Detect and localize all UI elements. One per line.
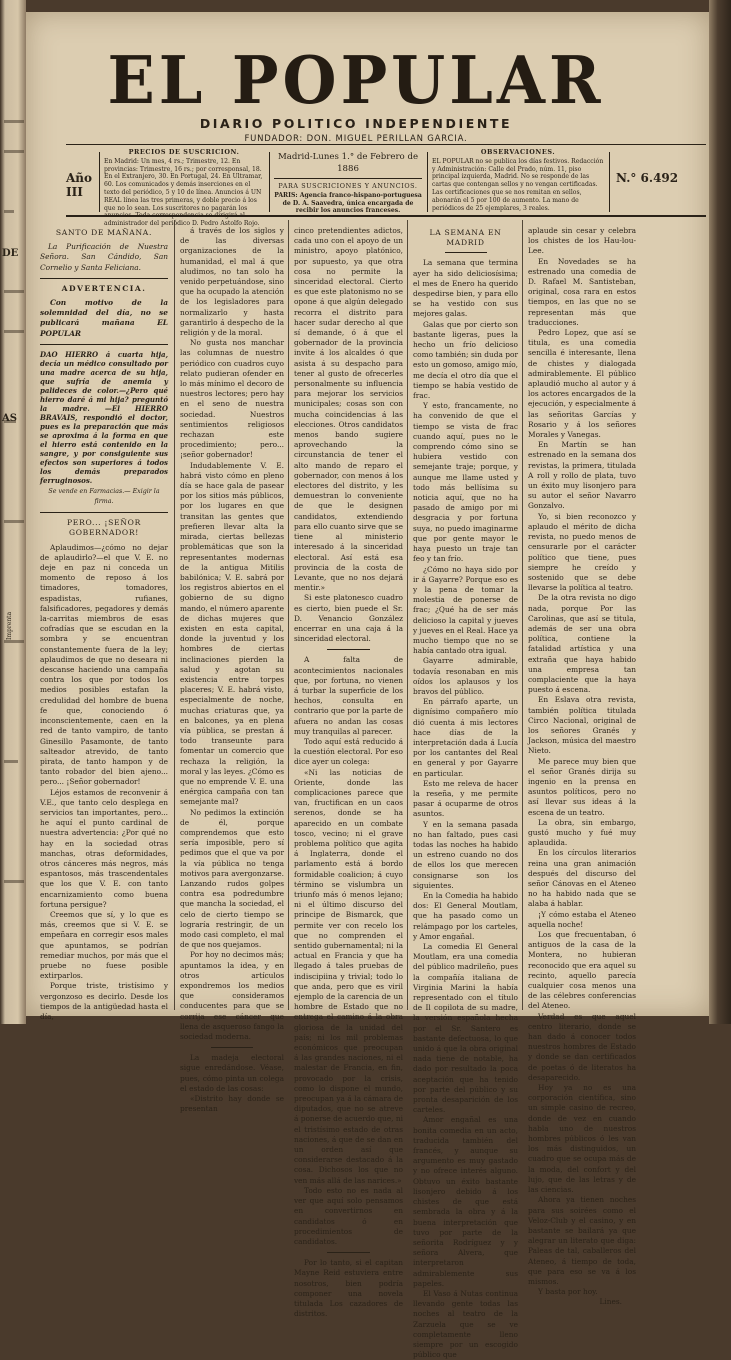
ad-text: DAO HIERRO á cuarta hija, decía un médico consultado por una madre acerca de su hija, que sufría de anemia y palideces de color.—¿Pero qué hierro daré á mi hija? preguntó la madre. —El HIERRO BRAVAIS, respondió el doctor, pues es la preparación que más se aproxima á la forma en que el hierro está contenido en la sangre, y por consiguiente sus efectos son superiores á todos los demás preparados ferruginosos.	[40, 349, 168, 485]
newspaper-subtitle: DIARIO POLITICO INDEPENDIENTE	[199, 116, 513, 131]
subscriptions-header: PARA SUSCRICIONES Y ANUNCIOS.	[278, 182, 418, 190]
column-3	[294, 226, 404, 1319]
observations-text: EL POPULAR no se publica los días festivos. Redacción y Administración: Calle del Prado, núm. 11, piso principal izquierda, Madrid. No se responde de las cartas que contengan sellos y no vengan certificadas. Las certificaciones que se nos remitan en sellos, abonarán el 5 por 100 de aumento. La mano de periódicos de 25 ejemplares, 3 reales.	[432, 157, 604, 212]
founder-line: FUNDADOR: DON. MIGUEL PERILLAN GARCIA.	[244, 134, 468, 144]
col4-paragraph-9: En la Comedia ha habido dos: El General Moutlam, que ha pasado como un relámpago por los carteles, y Amor engañal.	[413, 891, 518, 941]
subscriptions-text: PARIS: Agencia franco-hispano-portuguesa de D. A. Saavedra, única encargada de recibir los anuncios franceses.	[274, 191, 422, 215]
col2-paragraph-4: No pedimos la extinción de él, porque comprendemos que esto sería imposible, pero sí pedimos que el que va por la vía pública no tenga motivos para avergonzarse. Lanzando rudos golpes contra esa podredumbre que mancha la sociedad, el celo de cierto tiempo se lograría restringir, de un modo casi completo, el mal de que nos quejamos.	[180, 807, 284, 950]
article-title-governor: PERO... ¡SEÑOR GOBERNADOR!	[67, 518, 141, 538]
date-box	[274, 149, 422, 214]
col5-paragraph-10: En los círculos literarios reina una gran animación después del discurso del señor Cánovas en el Ateneo no ha habido nada que se alaba á hablar.	[528, 848, 636, 909]
saint-text: La Purificación de Nuestra Señora. San Cándido, San Cornelio y Santa Feliciana.	[40, 242, 168, 272]
col5-paragraph-16: Y basta por hoy.	[538, 1287, 598, 1297]
col2-paragraph-6: La madeja electoral sigue enredándose. Véase, pues, cómo pinta un colega el estado de las cosas:	[180, 1053, 284, 1093]
col2-paragraph-3: Indudablemente V. E. habrá visto cómo en pleno día se hace gala de pasear por los sitios más públicos, por los lugares en que transitan las gentes que prefieren llevar alta la mirada, ciertas bellezas problemáticas que son la representantes modernas de la antigua Mitilis babilónica; V. E. sabrá por los registros abiertos en el gobierno de su digno mando, el número aparente de dichas mujeres que existen en esta capital, donde la juventud y los hombres de ciertas inclinaciones pierden la salud y agotan su existencia entre torpes placeres; V. E. habrá visto, especialmente de noche, muchas criaturas que, ya en balcones, ya en plena vía pública, se prestan á todo transeunte para fomentar un comercio que rechaza la religión, la moral y las leyes. ¿Cómo es que no emprende V. E. una enérgica campaña con tan semejante mal?	[180, 460, 284, 807]
notice-header: ADVERTENCIA.	[61, 283, 147, 293]
article-title-week: LA SEMANA EN MADRID	[429, 228, 502, 248]
col5-signature: Lines.	[599, 1297, 622, 1307]
col3-paragraph-4: Todo aquí está reducido á la cuestión electoral. Por eso dice ayer un colega:	[294, 736, 403, 767]
col5-paragraph-3: Pedro Lopez, que así se titula, es una comedia sencilla é interesante, llena de chistes y dialogada admirablemente. El público aplaudió mucho al autor y á los actores encargados de la ejecución, y especialmente á las señoritas Garcías y Rosario y á los señores Morales y Vanegas.	[528, 328, 636, 440]
masthead	[96, 42, 616, 144]
col4-paragraph-2: Galas que por cierto son bastante ligeras, pues la hecho un frío delicioso como también; sin duda por esto un gomoso, amigo mío, me decía el otro día que el tiempo se había vestido de frac.	[413, 319, 518, 401]
col5-paragraph-15: Ahora ya tienen noches para sus soirées como el Veloz-Club y el casino, y en bastante se bailará ya que alegrar un literato que diga: Paleas de tal, caballeros del Ateneo, á tiempo de toda, que para eso se va á los mismos.	[528, 1195, 636, 1286]
column-1	[40, 226, 168, 1021]
col4-paragraph-8: Y en la semana pasada no han faltado, pues casi todas las noches ha habido un estreno cuando no dos de ellos los que merecen consignarse son los siguientes.	[413, 819, 518, 890]
col4-paragraph-5: Gayarre admirable, todavía resonaban en mis oídos los aplausos y los bravos del público.	[413, 656, 518, 696]
col5-paragraph-14: Hoy ya no es una corporación científica, sino un simple casino de recreo, donde de vez en cuando habla uno de nuestros hombres públicos ó les van los más distinguidos, un cuadro que se ocupa más de la moda, del confort y del lujo, que de las letras y de las ciencias.	[528, 1083, 636, 1195]
col5-paragraph-13: Verdad es que aquel centro literario, donde se han dado á conocer todos nuestros hombres de Estado y donde se dan certificados de poetas ó de literatos ha desaparecido.	[528, 1011, 636, 1082]
col3-paragraph-3: A falta de acontecimientos nacionales que, por fortuna, no vienen á turbar la superficie de los hechos, consulta en contrario que por la parte de afuera no andan las cosas muy tranquilas al parecer.	[294, 655, 403, 736]
year-label: Año III	[66, 171, 93, 199]
col3-paragraph-6: Todo esto no es nada al ver que aquí solo pensamos en convertirnos en candidatos ó en procedimientos de candidatos.	[294, 1185, 403, 1246]
col4-paragraph-7: Esto me releva de hacer la reseña, y me permite pasar á ocuparme de otros asuntos.	[413, 778, 518, 819]
observations-header: OBSERVACIONES.	[480, 148, 556, 156]
newspaper-title: EL POPULAR	[107, 42, 605, 119]
col4-paragraph-4: ¿Cómo no haya sido por ir á Gayarre? Porque eso es y la pena de tomar la molestia de ponerse de frac; ¿Qué ha de ser más delicioso la capital y jueves y jueves en el Real. Hace ya mucho tiempo que no se había cantado otra igual.	[413, 564, 518, 656]
prices-box	[104, 148, 264, 228]
col3-paragraph-5: «Ni las noticias de Oriente, donde las complicaciones parece que van, fructifican en un caos serenos, donde se ha aparecido en un combate tosco, vecino; ni el grave problema político que agita á Inglaterra, donde el parlamento está á bordo formidable coalicion; á cuyo término se vislumbra un triunfo más ó menos lejano; ni el último discurso del principe de Bismarck, que permite ver con recelo los que no comprenden el sentido gubernamental; ni la actual en Francia y que ha llegado á tales pruebas de indiscipiina y trivial; todo lo que anda, pero que es viril ejemplo de la carencia de un hombre de Estado que no entrega el camino á la obra gloriosa de la unidad del país; ni los mil problemas económicos que preocupan á las grandes naciones, ni el malestar de Francia, en fin, provocado por la crisis, como lo dispone el mundo, preocupan ya á la cámara de diputados, que no se atreve á ponerse de acuerdo que, ni el tristísimo estado de otras naciones, á que de se dan en un orden así que considerarse destacado á la cosa. Dichosos los que no ven más allá de las narices.»	[294, 767, 404, 1185]
col2-paragraph-7: «Distrito hay donde se presentan	[180, 1094, 284, 1114]
col5-paragraph-11: ¡Y cómo estaba el Ateneo aquella noche!	[528, 909, 636, 929]
column-2	[180, 226, 284, 1114]
edge-text-middle: AS	[2, 413, 17, 424]
col5-paragraph-8: Me parece muy bien que el señor Granés dirija su ingenio en la prensa en asuntos políticos, pero no así llevar sus ideas á la escena de un teatro.	[528, 756, 636, 817]
col5-paragraph-7: En Eslava otra revista, también política titulada Circo Nacional, original de los señores Granés y Jackson, música del maestro Nieto.	[528, 695, 636, 756]
col1-paragraph-1: Aplaudimos—¿cómo no dejar de aplaudirlo?—el que V. E. no deje en paz ni conceda un momento de reposo á los timadores, tomadores, espadistas, rufianes, falsificadores, pegadores y demás la-carritas miembros de esas cofradías que se escudan en la sombra y se encuentran constantemente fuera de la ley; aplaudimos de que no deseara ni descanse haciendo una campaña contra los que por todos los medios posibles estafan la credulidad del hombre de buena fe que, conociendo ó inconscientemente, caen en la red de tanto vampiro, de tanto Ginesillo Pasamonte, de tanto salteador atrevido, de tanto pirata, de tanto hampon y de tanto robador del bien ajeno... pero... ¡Señor gobernador!	[40, 542, 168, 787]
edge-text-top: DE	[2, 248, 19, 259]
col2-paragraph-2: No gusta nos manchar las columnas de nuestro periódico con cuadros cuyo relato pudieran ofender en lo más mínimo el decoro de nuestros lectores; pero hay en el seno de nuestra sociedad. Nuestros sentimientos religiosos rechazan este procedimiento; pero... ¡señor gobernador!	[180, 338, 284, 460]
col5-paragraph-12: Los que frecuentaban, ó antiguos de la casa de la Montera, no hubieran reconocido que era aquel su recinto, aquello parecía cualquier cosa menos una de las célebres conferencias del Ateneo.	[528, 930, 636, 1011]
col4-paragraph-12: El Vaso á Nutas continua llevando gente todas las noches al teatro de la Zarzuela que se ve completamente lleno siempre por un escogido público que	[413, 1288, 518, 1360]
col3-paragraph-2: Si este platonesco cuadro es cierto, bien puede el Sr. D. Venancio González encerrar en una caja á la sinceridad electoral.	[294, 593, 403, 644]
col4-paragraph-6: En párrafo aparte, un dignísimo compañero mío dió cuenta á mis lectores hace días de la interpretación dada á Lucía por los cantantes del Real en general y por Gayarre en particular.	[413, 697, 518, 778]
date-line: Madrid-Lunes 1.° de Febrero de 1886	[274, 151, 422, 179]
col4-paragraph-10: La comedia El General Moutlam, era una comedia del público madrileño, pues la compañía italiana de Virginia Marini la había representado con el título de Il copilota de su madre, la versión española hecha por el Sr. Santero es bastante defectuosa, lo que unido á que la obra original nada tiene de notable, ha dado por resultado la poca aceptación que ha tenido por parte del público y su pronta desaparición de los carteles.	[413, 942, 518, 1115]
col5-paragraph-5: Yo, si bien reconozco y aplaudo el mérito de dicha revista, no puedo menos de censurarle por el carácter político que tiene, pues siempre he creído y sostenido que se debe llevarse la política al teatro.	[528, 511, 636, 593]
issue-number: N.° 6.492	[616, 171, 679, 185]
col4-paragraph-1: La semana que termina ayer ha sido deliciosísima; el mes de Enero ha querido despedirse bien, y para ello se ha vestido con sus mejores galas.	[413, 258, 518, 319]
edge-text-bottom: Imprenta	[6, 611, 13, 640]
col4-paragraph-11: Amor engañal es una bonita comedia en un acto, traducida también del francés, y aunque su argumento es muy gastado y no ofrece interés alguno. Obtuvo un éxito bastante lisonjero debido á los chistes de que está sembrada la obra y á la buena interpretación que tuvo por parte de la señorita Rodríguez y y señora Alvera, que interpretaron admirablemente sus papeles.	[413, 1115, 518, 1288]
col1-paragraph-4: Porque triste, tristísimo y vergonzoso es decirlo. Desde los tiempos de la antigüedad hasta el día,	[40, 981, 168, 1021]
col3-paragraph-1: cinco pretendientes adictos, cada uno con el apoyo de un ministro, apoyo platónico, por supuesto, ya que otra cosa no permite la sinceridad electoral. Cierto es que este platonismo no se opone á que algún delegado recorra el distrito para hacer sudar derecho al que sí demande, ó á que el gobernador de la provincia invite á los alcaldes ó que asista á su despacho para tener al gusto de ofrecerles personalmente su influencia para mejorar los servicios municipales; cosas son con mucha coincidencias á las elecciones. Otros candidatos menos bando sugiere aprovechando la circunstancia de tener el alto mando de reparo el gobernador, con menos á los electores del distrito, y les demuestran lo conveniente de que le designen candidatos, extendiendo para ello cuanto sirve que se tiene al ministerio interesado á la sinceridad electoral. Así está esa provincia de la costa de Levante, que no nos dejará mentir.»	[294, 226, 403, 593]
col1-paragraph-2: Léjos estamos de reconvenir á V.E., que tanto celo desplega en servicios tan importantes, pero... he aquí el punto cardinal de nuestra advertencia: ¿Por qué no hay en la sociedad otras manchas, otras deformidades, otros cánceres más negros, más espantosos, más trascendentales que los que V. E. con tanto encarnizamiento como buena fortuna persigue?	[40, 787, 168, 909]
top-rule	[66, 144, 706, 145]
column-4	[413, 226, 518, 1360]
col2-paragraph-1: á través de los siglos y de las diversas organizaciones de la humanidad, el mal á que aludimos, no tan solo ha venido perpetuándose, sino que ha ocupado la atención de los legisladores para normalizarlo y hasta garantirlo á despecho de la religión y de la moral.	[180, 226, 284, 338]
col3-paragraph-7: Por lo tanto, si el capitan Mayne Reid estuviera entre nosotros, bien podría componer una novela titulada Los cazadores de distritos.	[294, 1258, 403, 1319]
previous-page-edge	[0, 0, 26, 1024]
newspaper-page	[26, 12, 709, 1360]
info-bar	[66, 148, 706, 228]
col5-paragraph-9: La obra, sin embargo, gustó mucho y fué muy aplaudida.	[528, 817, 636, 848]
observations-box	[432, 149, 604, 214]
col1-paragraph-3: Creemos que sí, y lo que es más, creemos que si V. E. se empeñara en corregir esos males que apuntamos, se podrían remediar muchos, por más que el pruebe no fuese posible extirparlos.	[40, 909, 168, 981]
book-binding-edge	[709, 0, 731, 1024]
notice-text: Con motivo de la solemnidad del día, no se publicará mañana EL POPULAR	[40, 298, 168, 338]
col4-paragraph-3: Y esto, francamente, no ha convenido de que el tiempo se vista de frac cuando aquí, pues no le comprendo cómo sino se hubiera vestido con semejante traje; porque, y aunque me llame usted y todo más bellísima su noticia aquí, que no ha pasado de amigo por mi desgracia y por fortuna suya, no puedo imaginarme que por gente mayor le haya puesto un traje tan feo y tan frío.	[413, 401, 518, 564]
col2-paragraph-5: Por hoy no decimos más; apuntamos la idea, y en otros artículos expondremos los medios que consideramos conducentes para que se corrija ese cáncer que llena de asqueroso fango la sociedad moderna.	[180, 950, 284, 1042]
saint-header: SANTO DE MAÑANA.	[55, 228, 153, 237]
col5-paragraph-2: En Novedades se ha estrenado una comedia de D. Rafael M. Santisteban, original, cosa rara en estos tiempos, en las que no se representan más que traducciones.	[528, 256, 636, 327]
ad-footer: Se vende en Farmacias.— Exigir la firma.	[48, 487, 160, 506]
col5-paragraph-1: aplaude sin cesar y celebra los chistes de los Hau-lou-Lee.	[528, 226, 636, 256]
column-5	[528, 226, 636, 1307]
prices-header: PRECIOS DE SUSCRICION.	[128, 148, 240, 156]
info-bar-bottom-rule	[66, 215, 706, 217]
prices-text: En Madrid: Un mes, 4 rs.; Trimestre, 12. En provincias: Trimestre, 16 rs.; por corresponsal, 18. En el Extranjero, 30. En Portugal, 24. En Ultramar, 60. Los comunicados y demás inserciones en el texto del periódico, 5 y 10 de línea. Anuncios á UN REAL línea las tres primeras, y doble precio á los que no lo sean. Los suscritores no pagarán los anuncios. Toda correspondencia se dirigirá al administrador del periódico D. Pedro Astolfo Rojo.	[104, 157, 263, 228]
col5-paragraph-4: En Martín se han estrenado en la semana dos revistas, la primera, titulada A roll y rollo de plata, tuvo un éxito muy lisonjero para su autor el señor Navarro Gonzalvo.	[528, 440, 636, 511]
col5-paragraph-6: De la otra revista no digo nada, porque Por las Carolinas, que así se titula, además de ser una obra política, contiene la fatalidad artística y una extraña que haya habido una empresa tan complaciente que la haya puesto á escena.	[528, 593, 636, 695]
